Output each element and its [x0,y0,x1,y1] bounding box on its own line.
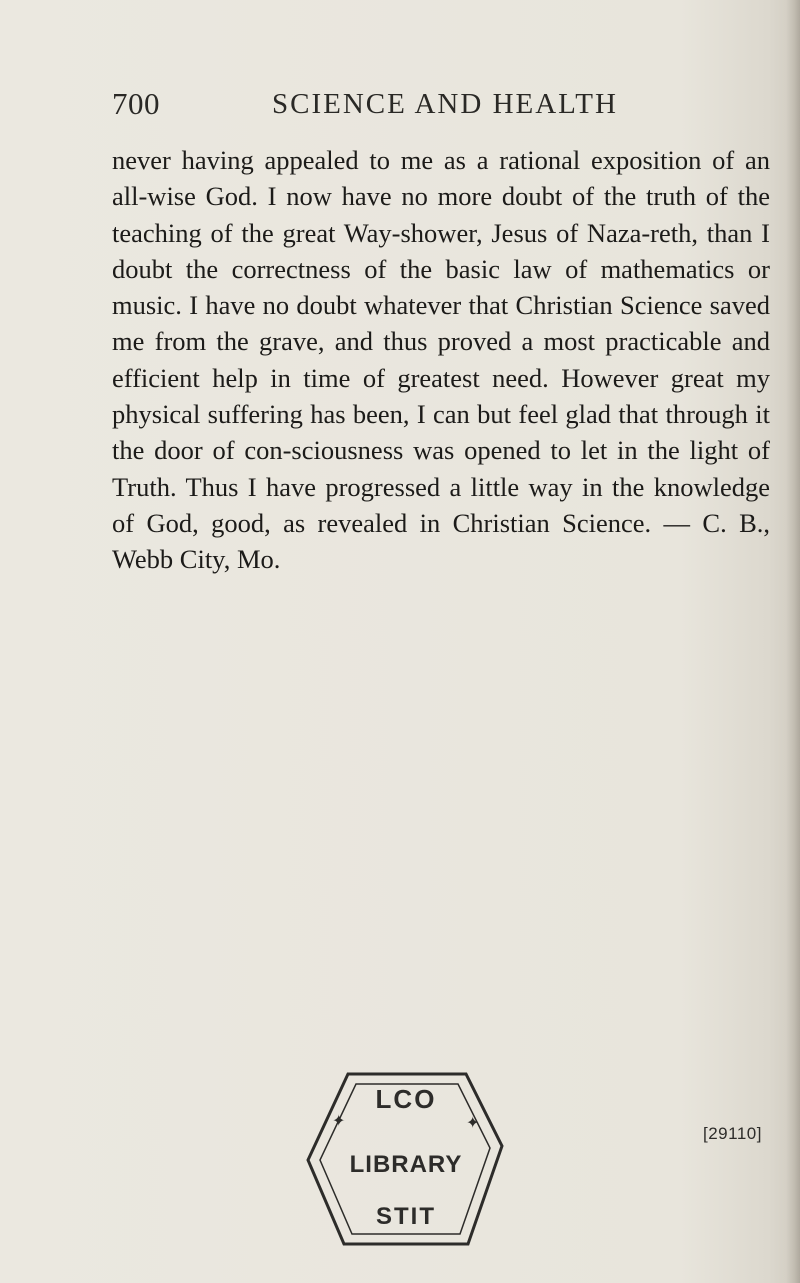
page-number: 700 [112,86,160,121]
page-edge-shadow [786,0,800,1283]
running-head: SCIENCE AND HEALTH [272,88,618,120]
stamp-star-right: ✦ [466,1115,480,1132]
page-header [112,86,652,130]
library-stamp-icon [296,1064,516,1254]
stamp-center-text: LIBRARY [349,1151,463,1178]
stamp-star-left: ✦ [332,1113,346,1130]
catalog-number: [29110] [703,1124,762,1143]
body-paragraph: never having appealed to me as a rational exposition of an all-wise God. I now have no more doubt of the truth of the teaching of the great Way-shower, Jesus of Naza-reth, than I doubt the correctness of the basic law of mathematics or music. I have no doubt whatever that Christian Science saved me from the grave, and thus proved a most practicable and efficient help in time of greatest need. However great my physical suffering has been, I can but feel glad that through it the door of con-sciousness was opened to let in the light of Truth. Thus I have progressed a little way in the knowledge of God, good, as revealed in Christian Science. — C. B., Webb City, Mo. [112,145,770,575]
stamp-bottom-text: STIT [376,1203,436,1230]
stamp-top-text: LCO [375,1084,437,1114]
